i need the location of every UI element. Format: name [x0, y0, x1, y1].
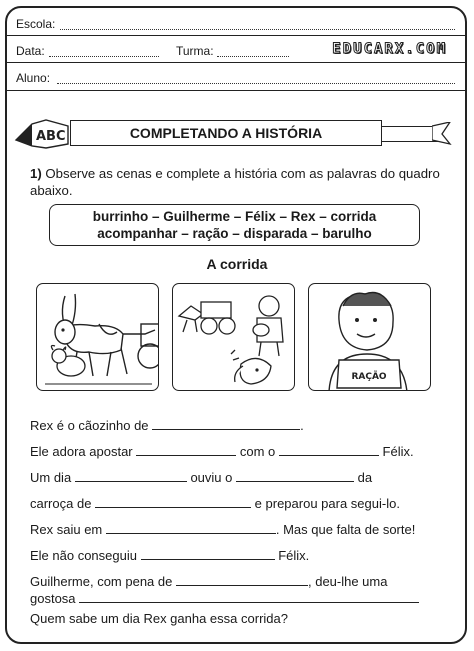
story-line-7 [30, 573, 448, 589]
ribbon-end-icon [432, 122, 452, 146]
line5-text-a: Rex saiu em [30, 522, 103, 537]
blank-8[interactable] [141, 547, 275, 560]
blank-7[interactable] [106, 521, 276, 534]
blank-10[interactable] [79, 590, 419, 603]
racao-bag-label: RAÇÃO [351, 372, 387, 382]
line5-text-b: . Mas que falta de sorte! [275, 522, 416, 537]
story-title: A corrida [206, 256, 268, 272]
line1-text-a: Rex é o cãozinho de [30, 418, 149, 433]
line6-text-b: Félix. [278, 548, 310, 563]
blank-6[interactable] [95, 495, 251, 508]
aluno-field[interactable] [57, 83, 455, 84]
line4-text-a: carroça de [30, 496, 92, 511]
line3-text-c: da [357, 470, 373, 485]
blank-5[interactable] [236, 469, 354, 482]
word-bank [49, 204, 420, 246]
exercise-number: 1) [30, 166, 42, 181]
donkey-cart-illustration [37, 284, 159, 391]
line3-text-a: Um dia [30, 470, 72, 485]
boy-dog-illustration [173, 284, 295, 391]
data-turma-row [7, 35, 465, 63]
story-line-8 [30, 590, 448, 606]
blank-3[interactable] [279, 443, 379, 456]
data-label: Data: [16, 44, 45, 58]
story-line-9 [30, 611, 448, 626]
story-line-6 [30, 547, 448, 563]
title-banner [12, 114, 452, 154]
escola-row [7, 8, 465, 36]
turma-label: Turma: [176, 44, 214, 58]
blank-1[interactable] [152, 417, 300, 430]
line6-text-a: Ele não conseguiu [30, 548, 137, 563]
escola-label: Escola: [16, 17, 56, 31]
line7-text-a: Guilherme, com pena de [30, 574, 173, 589]
boy-racao-illustration [309, 284, 431, 391]
blank-9[interactable] [176, 573, 308, 586]
data-field[interactable] [49, 56, 159, 57]
scene-boy-racao [308, 283, 431, 391]
banner-title: COMPLETANDO A HISTÓRIA [70, 120, 382, 146]
exercise-text: Observe as cenas e complete a história com as palavras do quadro abaixo. [30, 166, 440, 198]
line1-text-b: . [300, 418, 304, 433]
exercise-instruction [30, 165, 440, 199]
line8-text: gostosa [30, 591, 76, 606]
line9-text: Quem sabe um dia Rex ganha essa corrida? [30, 611, 288, 626]
story-line-3 [30, 469, 448, 485]
word-bank-line-2: acompanhar – ração – disparada – barulho [97, 226, 372, 241]
line4-text-b: e preparou para segui-lo. [254, 496, 400, 511]
story-line-1 [30, 417, 448, 433]
line7-text-b: , deu-lhe uma [307, 574, 388, 589]
story-line-4 [30, 495, 448, 511]
escola-field[interactable] [60, 29, 455, 30]
aluno-row [7, 62, 465, 91]
line2-text-a: Ele adora apostar [30, 444, 133, 459]
story-line-5 [30, 521, 448, 537]
blank-4[interactable] [75, 469, 187, 482]
abc-pencil-icon [12, 114, 72, 154]
aluno-label: Aluno: [16, 71, 51, 85]
line3-text-b: ouviu o [190, 470, 233, 485]
abc-badge-text: ABC [36, 129, 66, 144]
banner-ribbon-tail [382, 126, 438, 142]
line2-text-b: com o [239, 444, 276, 459]
word-bank-line-1: burrinho – Guilherme – Félix – Rex – corrida [92, 209, 377, 224]
scene-boy-dog [172, 283, 295, 391]
turma-field[interactable] [217, 56, 289, 57]
line2-text-c: Félix. [382, 444, 414, 459]
brand-logo: EDUCARX.COM [332, 41, 447, 57]
story-line-2 [30, 443, 448, 459]
blank-2[interactable] [136, 443, 236, 456]
scene-donkey-cart [36, 283, 159, 391]
